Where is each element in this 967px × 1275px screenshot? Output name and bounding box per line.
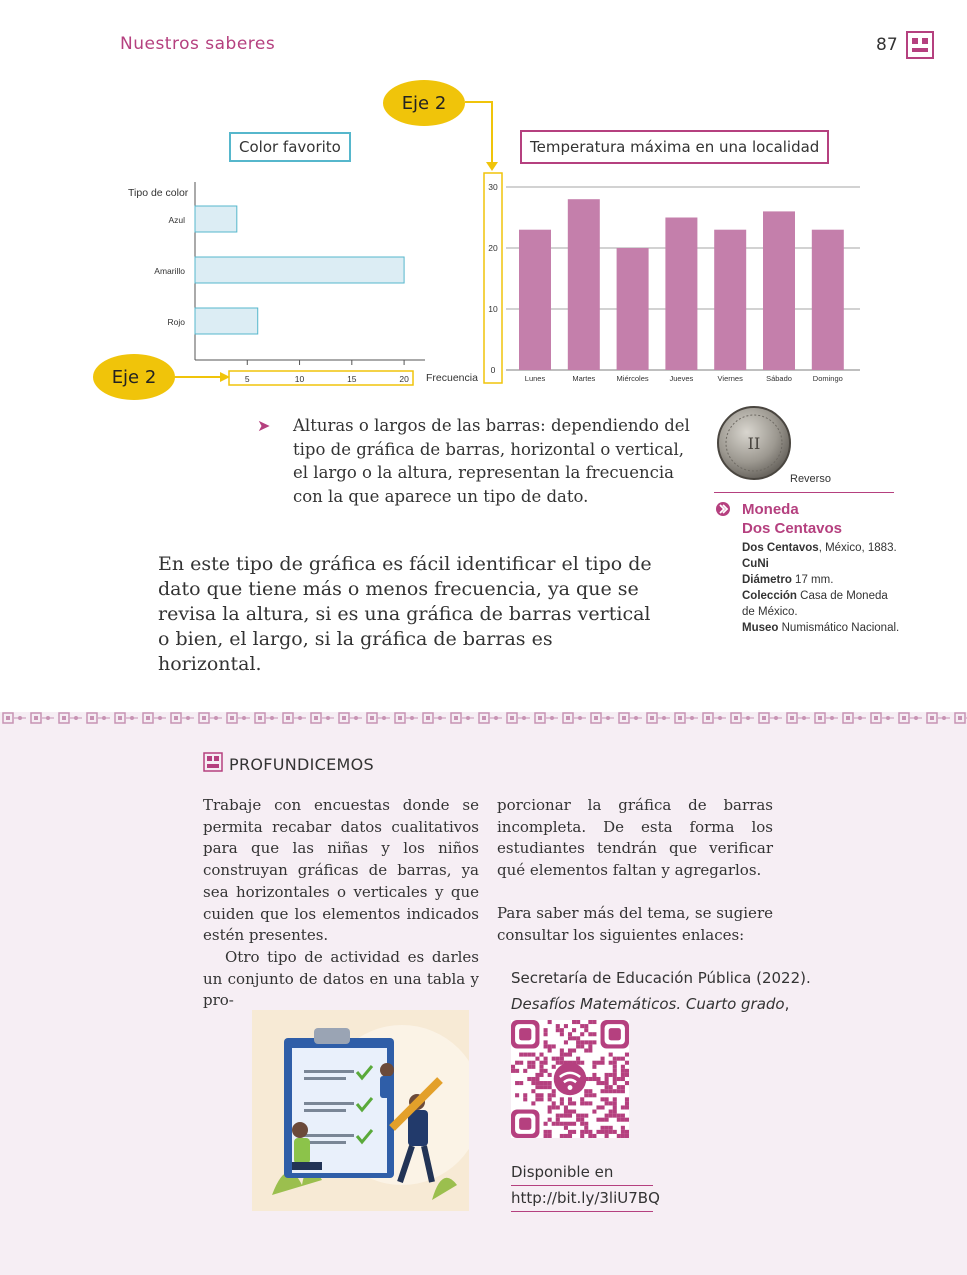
category-label: Amarillo — [154, 266, 185, 276]
profundicemos-icon — [203, 752, 223, 772]
bar-amarillo — [195, 257, 404, 283]
category-label: Viernes — [717, 374, 743, 383]
eje-badge-bottom: Eje 2 — [93, 354, 175, 400]
qr-code[interactable] — [511, 1020, 629, 1138]
coin-title-line2: Dos Centavos — [742, 520, 843, 537]
coin-side-label: Reverso — [790, 473, 831, 485]
category-label: Domingo — [812, 374, 843, 383]
coin-title-line1: Moneda — [742, 501, 799, 518]
y-axis-highlight — [484, 173, 502, 383]
x-axis-highlight — [229, 371, 413, 385]
main-paragraph: En este tipo de gráfica es fácil identificar el tipo de dato que tiene más o menos frecuencia, ya que se revisa la altura, si es una gráfica de barras vertical o bien, el largo, si la gráfica de barras es horizontal. — [158, 553, 652, 675]
reference-link[interactable]: http://bit.ly/3liU7BQ — [511, 1186, 653, 1212]
chevron-circle-icon — [715, 501, 731, 517]
category-label: Miércoles — [616, 374, 649, 383]
color-chart-title: Color favorito — [229, 132, 351, 162]
coin-name-line: Dos Centavos, México, 1883. — [742, 542, 897, 554]
category-label: Azul — [168, 215, 185, 225]
category-label: Rojo — [167, 317, 185, 327]
col1-paragraph-1: Trabaje con encuestas donde se permita recabar datos cualitativos para que las niñas y los niños construyan gráficas de barras, ya sea horizontales o verticales y que cuiden que los elementos indicados estén presentes. — [203, 796, 479, 945]
color-favorite-chart — [110, 180, 490, 395]
bar-martes — [568, 199, 600, 370]
coin-image — [716, 405, 792, 481]
x-axis-label: Frecuencia — [426, 372, 478, 384]
coin-caption — [742, 500, 902, 636]
y-tick-label: 10 — [488, 304, 498, 314]
category-label: Lunes — [524, 374, 546, 383]
x-tick-label: 10 — [294, 374, 305, 384]
y-tick-label: 30 — [488, 182, 498, 192]
category-label: Sábado — [766, 374, 792, 383]
page-number: 87 — [876, 35, 898, 55]
section-title: Nuestros saberes — [120, 34, 276, 54]
temperature-chart — [470, 170, 870, 390]
decorative-pattern-strip — [0, 710, 967, 726]
link-block — [511, 1160, 660, 1212]
bar-jueves — [665, 218, 697, 371]
bar-viernes — [714, 230, 746, 370]
col2-text — [497, 795, 773, 946]
y-tick-label: 20 — [488, 243, 498, 253]
bar-miércoles — [617, 248, 649, 370]
coin-museum: Museo Numismático Nacional. — [742, 622, 900, 634]
x-tick-label: 5 — [244, 374, 250, 384]
category-label: Martes — [572, 374, 596, 383]
temperature-chart-title: Temperatura máxima en una localidad — [520, 130, 829, 164]
survey-illustration — [252, 1010, 469, 1211]
reference-line-2: Desafíos Matemáticos. Cuarto grado, — [511, 995, 790, 1013]
x-tick-label: 15 — [347, 374, 357, 384]
svg-text:II: II — [747, 434, 761, 453]
bar-domingo — [812, 230, 844, 370]
bullet-paragraph: Alturas o largos de las barras: dependiendo del tipo de gráfica de barras, horizontal o vertical, el largo o la altura, representan la frecuencia con la que aparece un tipo de dato. — [293, 416, 690, 506]
ornament-icon — [905, 30, 935, 60]
profundicemos-heading: PROFUNDICEMOS — [229, 755, 375, 774]
col2-paragraph-continuation: porcionar la gráfica de barras incompleta. De esta forma los estudiantes tendrán que verificar qué elementos faltan y agregarlos. — [497, 796, 773, 880]
eje-arrow-top — [465, 100, 500, 172]
category-label: Jueves — [669, 374, 694, 383]
col1-paragraph-2: Otro tipo de actividad es darles un conjunto de datos en una tabla y pro- — [203, 947, 479, 1010]
coin-divider — [714, 492, 894, 493]
col2-paragraph-2: Para saber más del tema, se sugiere consultar los siguientes enlaces: — [497, 903, 773, 944]
y-axis-label: Tipo de color — [128, 187, 189, 199]
coin-diameter: Diámetro 17 mm. — [742, 574, 834, 586]
coin-material: CuNi — [742, 558, 769, 570]
available-label: Disponible en — [511, 1160, 653, 1186]
bar-azul — [195, 206, 237, 232]
bar-rojo — [195, 308, 258, 334]
coin-collection: Colección Casa de Moneda de México. — [742, 590, 888, 618]
y-tick-label: 0 — [490, 365, 496, 375]
reference-line-1: Secretaría de Educación Pública (2022). — [511, 969, 811, 987]
bar-lunes — [519, 230, 551, 370]
col1-text — [203, 795, 479, 1012]
x-tick-label: 20 — [399, 374, 409, 384]
chevron-right-icon: ➤ — [257, 416, 271, 435]
bar-sábado — [763, 211, 795, 370]
eje-badge-top: Eje 2 — [383, 80, 465, 126]
